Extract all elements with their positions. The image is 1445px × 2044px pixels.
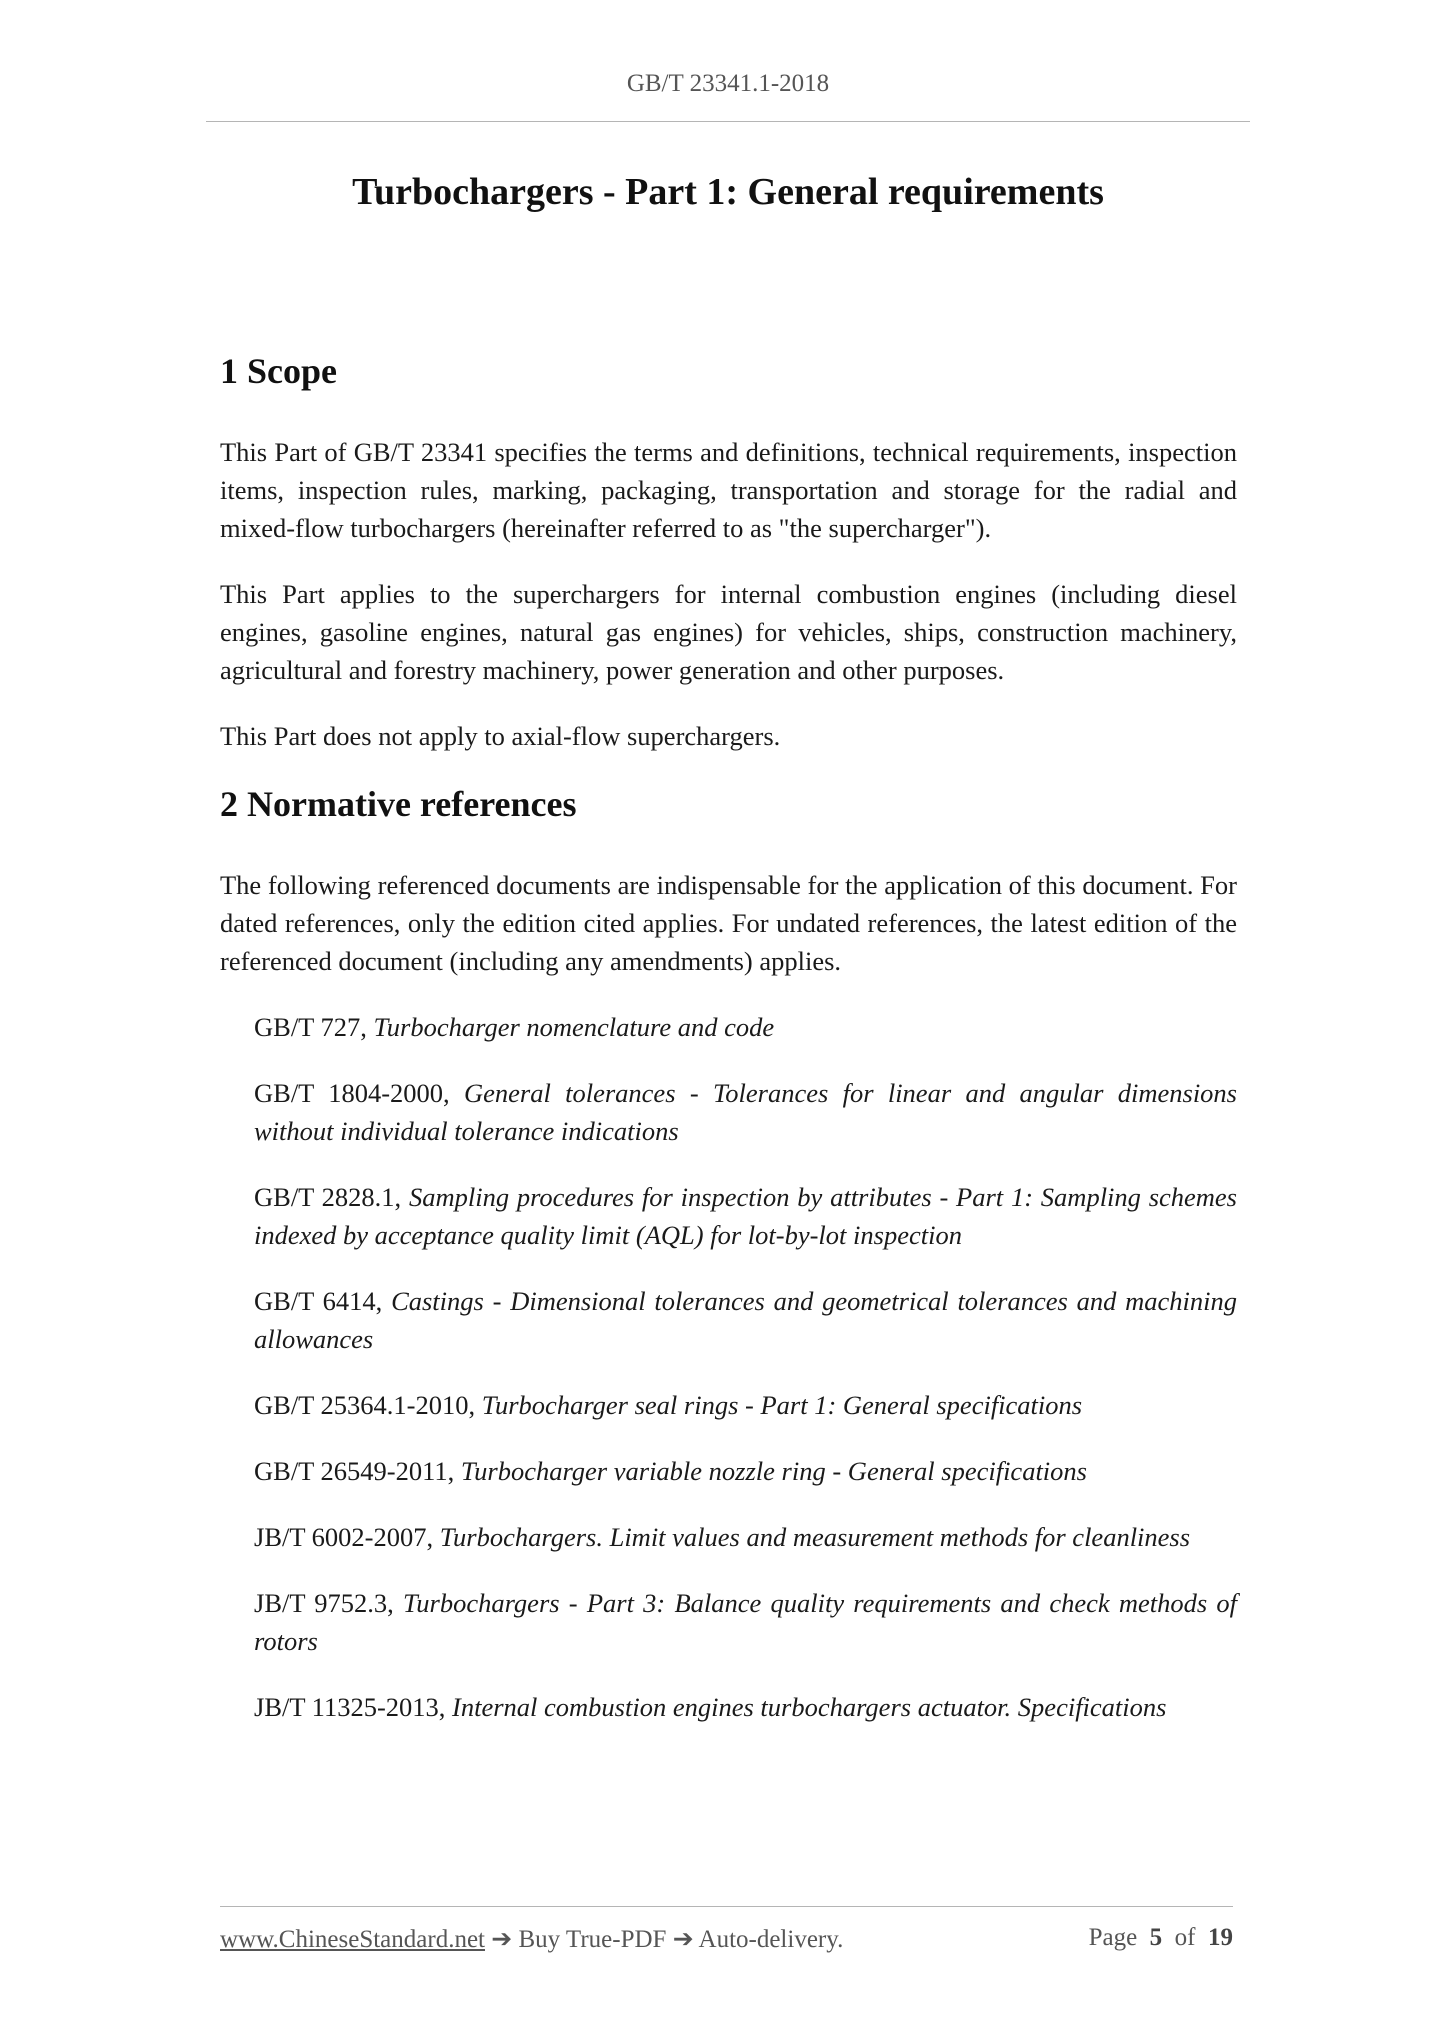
header-divider xyxy=(206,121,1250,122)
reference-item xyxy=(254,1282,1237,1358)
reference-item xyxy=(254,1008,1237,1046)
reference-title: Turbocharger variable nozzle ring - General specifications xyxy=(460,1456,1087,1487)
reference-title: Sampling procedures for inspection by attributes - Part 1: Sampling schemes indexed by acceptance quality limit (AQL) for lot-by-lot inspection xyxy=(254,1182,1237,1251)
page-of-label: of xyxy=(1174,1924,1196,1951)
auto-delivery-text: Auto-delivery. xyxy=(698,1926,844,1953)
reference-item xyxy=(254,1178,1237,1254)
reference-code: GB/T 26549-2011, xyxy=(254,1456,455,1487)
scope-paragraph: This Part of GB/T 23341 specifies the terms and definitions, technical requirements, inspection items, inspection rules, marking, packaging, transportation and storage for the radial and mixed-flow turbochargers (hereinafter referred to as "the supercharger"). xyxy=(220,437,1237,544)
reference-item xyxy=(254,1518,1237,1556)
reference-title: Turbochargers. Limit values and measurement methods for cleanliness xyxy=(439,1522,1191,1553)
reference-title: Turbocharger seal rings - Part 1: General specifications xyxy=(481,1390,1083,1421)
reference-title: Turbocharger nomenclature and code xyxy=(373,1012,775,1043)
reference-code: JB/T 6002-2007, xyxy=(254,1522,434,1553)
site-link[interactable]: www.ChineseStandard.net xyxy=(220,1926,485,1953)
page-total: 19 xyxy=(1208,1924,1233,1951)
reference-code: GB/T 1804-2000, xyxy=(254,1078,450,1109)
section-heading-normative-references: 2 Normative references xyxy=(220,784,577,825)
reference-code: GB/T 2828.1, xyxy=(254,1182,402,1213)
page-current: 5 xyxy=(1149,1924,1163,1951)
reference-title: General tolerances - Tolerances for linear and angular dimensions without individual tolerance indications xyxy=(254,1078,1237,1147)
reference-code: JB/T 9752.3, xyxy=(254,1588,394,1619)
footer-divider xyxy=(220,1906,1233,1907)
document-body xyxy=(220,350,1237,1754)
reference-item xyxy=(254,1688,1237,1726)
reference-code: JB/T 11325-2013, xyxy=(254,1692,446,1723)
arrow-right-icon: ➔ xyxy=(491,1926,513,1953)
section-heading-scope: 1 Scope xyxy=(220,351,337,391)
reference-item xyxy=(254,1386,1237,1424)
reference-code: GB/T 25364.1-2010, xyxy=(254,1390,476,1421)
page-label: Page xyxy=(1088,1924,1138,1951)
reference-title: Turbochargers - Part 3: Balance quality requirements and check methods of rotors xyxy=(254,1588,1238,1657)
reference-item xyxy=(254,1584,1237,1660)
scope-paragraph: This Part applies to the superchargers for internal combustion engines (including diesel engines, gasoline engines, natural gas engines) for vehicles, ships, construction machinery, agricultural and forestry machinery, power generation and other purposes. xyxy=(220,579,1237,686)
page-header-doc-code: GB/T 23341.1-2018 xyxy=(626,70,830,97)
page-number xyxy=(1089,1924,1233,1952)
reference-code: GB/T 6414, xyxy=(254,1286,383,1317)
normative-intro-paragraph: The following referenced documents are indispensable for the application of this document. For dated references, only the edition cited applies. For undated references, the latest edition of the referenced document (including any amendments) applies. xyxy=(220,870,1237,977)
scope-paragraph: This Part does not apply to axial-flow superchargers. xyxy=(220,721,781,752)
reference-title: Internal combustion engines turbochargers actuator. Specifications xyxy=(452,1692,1167,1723)
buy-pdf-text: Buy True-PDF xyxy=(518,1926,667,1953)
reference-title: Castings - Dimensional tolerances and geometrical tolerances and machining allowances xyxy=(254,1286,1237,1355)
footer-promo xyxy=(220,1924,843,1954)
reference-code: GB/T 727, xyxy=(254,1012,367,1043)
reference-item xyxy=(254,1074,1237,1150)
document-title: Turbochargers - Part 1: General requirements xyxy=(352,171,1104,213)
arrow-right-icon: ➔ xyxy=(672,1926,694,1953)
reference-item xyxy=(254,1452,1237,1490)
